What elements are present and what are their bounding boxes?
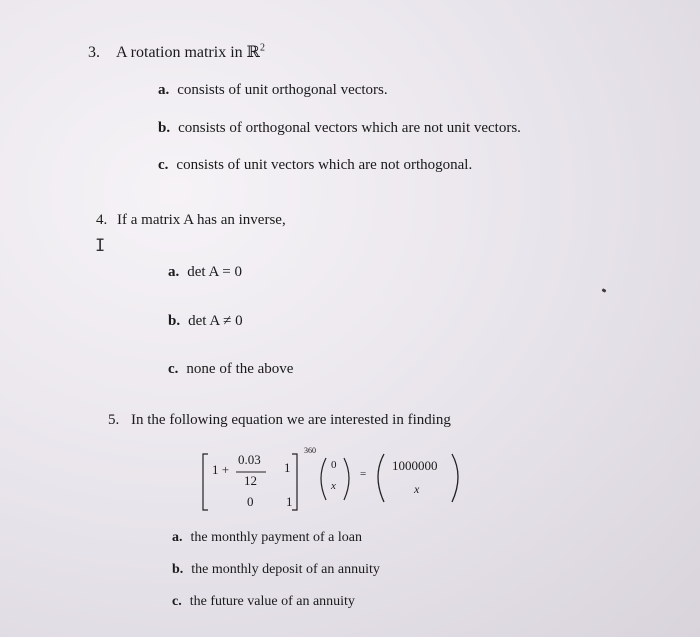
matrix-one-plus: 1 + (212, 462, 230, 477)
option-text: consists of orthogonal vectors which are not unit vectors. (178, 120, 521, 136)
q5-option-a (172, 530, 362, 546)
question-4 (96, 212, 286, 229)
option-label: b. (168, 313, 181, 329)
q5-option-b (172, 562, 380, 578)
matrix-entry-12: 1 (284, 460, 291, 475)
option-label: c. (172, 594, 182, 609)
fraction-denominator: 12 (244, 473, 257, 488)
q5-option-c (172, 594, 355, 610)
q4-option-b (168, 313, 243, 330)
q3-option-a (158, 82, 388, 99)
option-text: none of the above (186, 361, 294, 377)
question-number: 3. (88, 44, 100, 61)
rhs-bottom: x (414, 482, 420, 496)
superscript: 2 (259, 42, 265, 54)
option-text: det A = 0 (187, 264, 242, 280)
q4-option-c (168, 361, 293, 378)
fraction-numerator: 0.03 (238, 452, 261, 467)
q4-option-a (168, 264, 242, 281)
option-text: consists of unit vectors which are not orthogonal. (176, 157, 473, 173)
option-label: c. (168, 361, 179, 377)
question-3 (88, 42, 265, 62)
question-text: In the following equation we are interested in finding (131, 412, 451, 428)
option-label: b. (158, 120, 171, 136)
matrix-entry-22: 1 (286, 494, 293, 509)
option-label: b. (172, 562, 184, 577)
question-number: 5. (108, 412, 120, 428)
vector-top: 0 (331, 459, 337, 471)
vector-bottom: x (331, 480, 336, 492)
text-cursor-icon: I (95, 236, 106, 256)
question-text: A rotation matrix in (116, 44, 247, 61)
matrix-exponent: 360 (304, 446, 316, 455)
rhs-top: 1000000 (392, 458, 438, 473)
matrix-equation (200, 446, 470, 516)
q3-option-c (158, 157, 472, 174)
option-text: the monthly deposit of an annuity (191, 562, 380, 577)
option-text: the monthly payment of a loan (190, 530, 362, 545)
question-text: If a matrix A has an inverse, (117, 212, 286, 228)
matrix-entry-21: 0 (247, 494, 254, 509)
option-text: consists of unit orthogonal vectors. (177, 82, 388, 98)
option-label: a. (158, 82, 170, 98)
equals-sign: = (360, 468, 367, 480)
question-number: 4. (96, 212, 108, 228)
option-text: det A ≠ 0 (188, 313, 243, 329)
option-label: a. (168, 264, 180, 280)
real-space-symbol: ℝ (246, 44, 260, 61)
dust-speck (602, 288, 607, 293)
option-label: c. (158, 157, 169, 173)
option-label: a. (172, 530, 183, 545)
question-5 (108, 412, 451, 429)
option-text: the future value of an annuity (189, 594, 355, 609)
q3-option-b (158, 120, 521, 137)
